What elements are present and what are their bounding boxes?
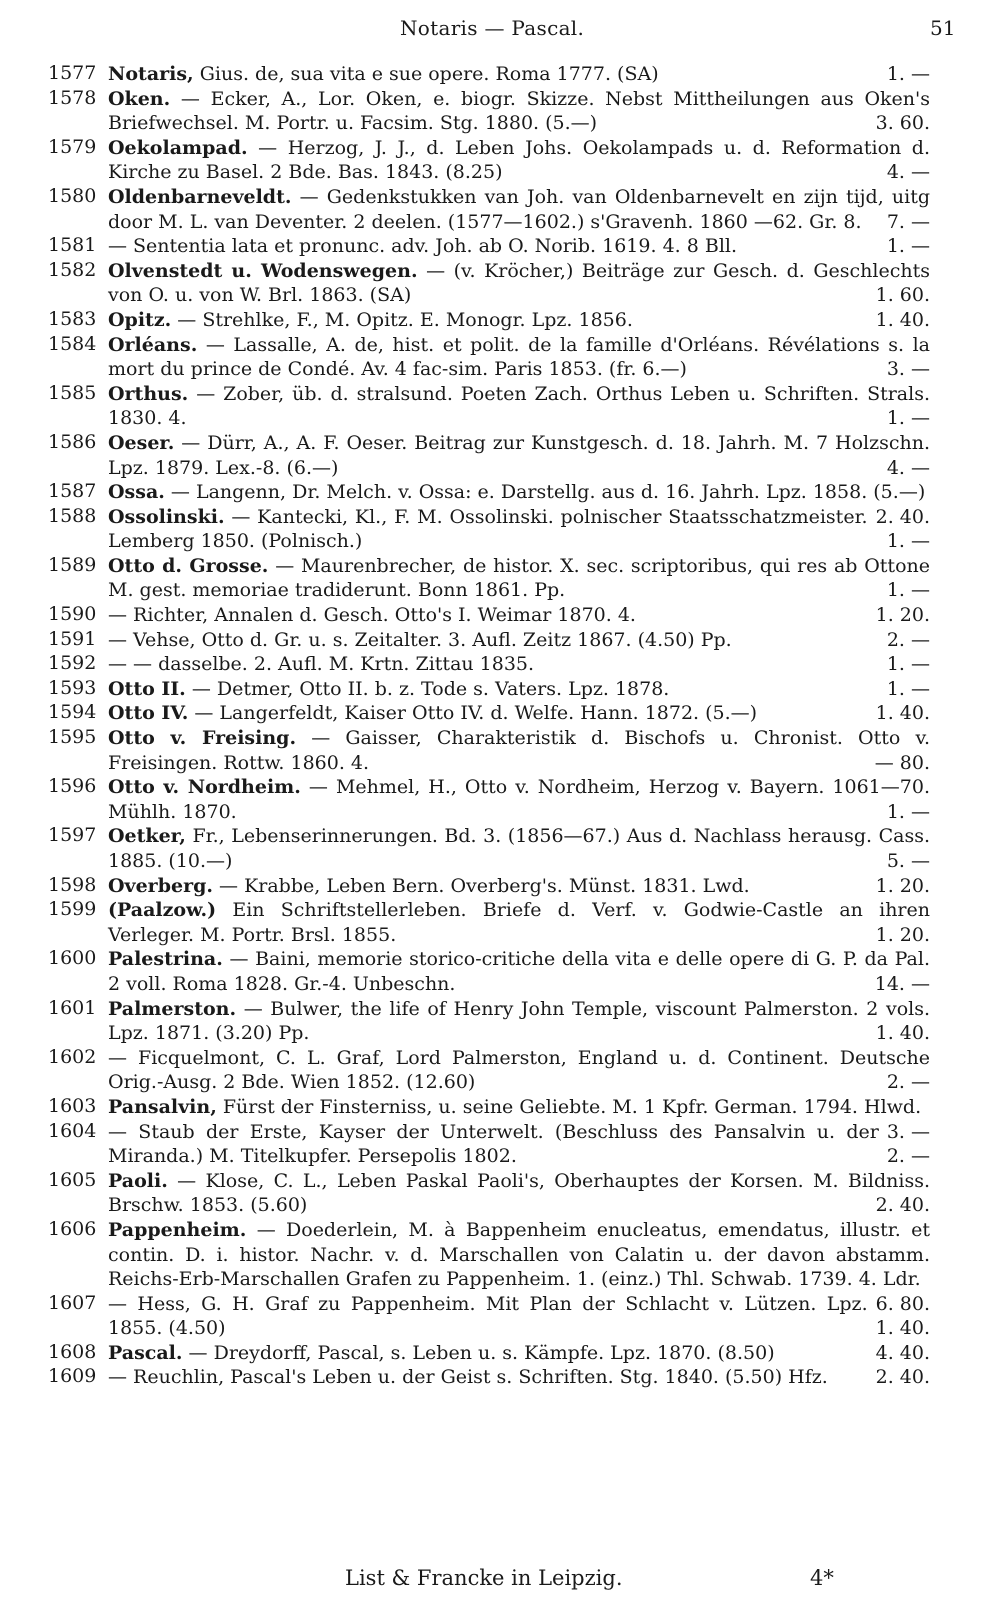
entry-price: 1. 40. bbox=[875, 702, 930, 725]
entry-description: — (v. Kröcher,) Beiträge zur Gesch. d. Geschlechts von O. u. von W. Brl. 1863. (SA) bbox=[108, 259, 930, 307]
entry-price: 1. — bbox=[886, 407, 930, 430]
entry-price: 4. — bbox=[886, 161, 930, 184]
entry-description: — Reuchlin, Pascal's Leben u. der Geist s. Schriften. Stg. 1840. (5.50) Hfz. bbox=[108, 1366, 828, 1389]
entry-description: — Gaisser, Charakteristik d. Bischofs u. Chronist. Otto v. Freisingen. Rottw. 1860. 4. bbox=[108, 727, 930, 774]
entry-description: — Langenn, Dr. Melch. v. Ossa: e. Darstellg. aus d. 16. Jahrh. Lpz. 1858. (5.—) bbox=[170, 481, 926, 504]
entry-text bbox=[108, 628, 930, 653]
entry-number: 1603 bbox=[48, 1094, 97, 1117]
entry-description: — Dreydorff, Pascal, s. Leben u. s. Kämpfe. Lpz. 1870. (8.50) bbox=[188, 1341, 775, 1364]
entry-description: — Klose, C. L., Leben Paskal Paoli's, Oberhauptes der Korsen. M. Bildniss. Brschw. 1853. (5.60) bbox=[108, 1169, 930, 1217]
entry-price: 1. 20. bbox=[875, 604, 930, 627]
entry-number: 1605 bbox=[48, 1168, 97, 1191]
signature-mark: 4* bbox=[810, 1566, 834, 1590]
entry-price: 6. 80. bbox=[875, 1292, 930, 1315]
entry-text bbox=[108, 1095, 930, 1143]
catalog-entry bbox=[0, 185, 1000, 234]
entry-number: 1587 bbox=[48, 480, 97, 503]
entry-text bbox=[108, 603, 930, 628]
entry-subject: Oeser. bbox=[108, 431, 175, 454]
entry-price: — 80. bbox=[874, 751, 930, 774]
entry-description: — Zober, üb. d. stralsund. Poeten Zach. Orthus Leben u. Schriften. Strals. 1830. 4. bbox=[108, 382, 931, 430]
entry-price: 1. — bbox=[886, 63, 930, 85]
entry-number: 1609 bbox=[48, 1365, 97, 1388]
entry-price: 2. 40. bbox=[875, 1366, 930, 1389]
catalog-entry bbox=[0, 1365, 1000, 1390]
entry-text bbox=[108, 898, 930, 947]
entry-text bbox=[108, 136, 930, 185]
entry-text bbox=[108, 431, 930, 480]
catalog-entry bbox=[0, 234, 1000, 259]
catalog-entry bbox=[0, 824, 1000, 873]
entry-description: — Richter, Annalen d. Gesch. Otto's I. Weimar 1870. 4. bbox=[108, 604, 636, 627]
catalog-entry bbox=[0, 308, 1000, 333]
entry-number: 1597 bbox=[48, 824, 97, 847]
entry-subject: (Paalzow.) bbox=[108, 899, 217, 922]
entry-description: — Hess, G. H. Graf zu Pappenheim. Mit Plan der Schlacht v. Lützen. Lpz. 1855. (4.50) bbox=[108, 1292, 868, 1340]
publisher-imprint: List & Francke in Leipzig. bbox=[345, 1566, 623, 1590]
entry-number: 1582 bbox=[48, 258, 97, 281]
entry-number: 1592 bbox=[48, 652, 97, 675]
entry-subject: Ossa. bbox=[108, 481, 165, 504]
entry-subject: Pappenheim. bbox=[108, 1218, 247, 1241]
entry-text bbox=[108, 87, 930, 136]
entry-description: — Staub der Erste, Kayser der Unterwelt. (Beschluss des Pansalvin u. der Miranda.) M. Titelkupfer. Persepolis 1802. bbox=[108, 1120, 879, 1168]
catalog-entry bbox=[0, 775, 1000, 824]
entry-number: 1594 bbox=[48, 701, 97, 724]
entry-description: — Dürr, A., A. F. Oeser. Beitrag zur Kunstgesch. d. 18. Jahrh. M. 7 Holzschn. Lpz. 1879. Lex.-8. (6.—) bbox=[108, 431, 931, 479]
entry-price: 1. 20. bbox=[875, 923, 930, 946]
catalog-entry bbox=[0, 62, 1000, 87]
entry-subject: Otto IV. bbox=[108, 702, 189, 725]
entry-price: 3. 60. bbox=[875, 112, 930, 135]
entry-subject: Pansalvin, bbox=[108, 1095, 217, 1118]
entry-price: 2. 40. bbox=[875, 505, 930, 528]
entry-text bbox=[108, 824, 930, 873]
entry-number: 1591 bbox=[48, 627, 97, 650]
entry-price: 3. — bbox=[886, 1120, 930, 1143]
entry-text bbox=[108, 505, 930, 554]
entry-subject: Palmerston. bbox=[108, 997, 237, 1020]
entry-price: 7. — bbox=[886, 210, 930, 233]
entry-number: 1599 bbox=[48, 898, 97, 921]
entry-subject: Oldenbarneveldt. bbox=[108, 185, 292, 208]
entry-number: 1580 bbox=[48, 184, 97, 207]
entry-subject: Palestrina. bbox=[108, 948, 223, 971]
entry-number: 1593 bbox=[48, 676, 97, 699]
entry-text bbox=[108, 677, 930, 702]
entry-subject: Oken. bbox=[108, 87, 171, 110]
entry-description: — Lassalle, A. de, hist. et polit. de la famille d'Orléans. Révélations s. la mort du prince de Condé. Av. 4 fac-sim. Paris 1853. (fr. 6.—) bbox=[108, 333, 930, 381]
entry-description: Gius. de, sua vita e sue opere. Roma 1777. (SA) bbox=[199, 63, 659, 85]
entry-description: — Mehmel, H., Otto v. Nordheim, Herzog v. Bayern. 1061—70. Mühlh. 1870. bbox=[108, 776, 930, 823]
entry-description: Fürst der Finsterniss, u. seine Geliebte. M. 1 Kpfr. German. 1794. Hlwd. bbox=[222, 1095, 922, 1118]
entry-text bbox=[108, 997, 930, 1046]
catalog-entry bbox=[0, 87, 1000, 136]
entry-number: 1607 bbox=[48, 1291, 97, 1314]
entry-number: 1583 bbox=[48, 307, 97, 330]
entry-subject: Pascal. bbox=[108, 1341, 183, 1364]
page-number: 51 bbox=[930, 16, 956, 40]
entry-description: — Herzog, J. J., d. Leben Johs. Oekolampads u. d. Reformation d. Kirche zu Basel. 2 Bde. Bas. 1843. (8.25) bbox=[108, 136, 930, 184]
entry-price: 1. — bbox=[886, 579, 930, 602]
entry-description: — Maurenbrecher, de histor. X. sec. scriptoribus, qui res ab Ottone M. gest. memoriae tradiderunt. Bonn 1861. Pp. bbox=[108, 554, 930, 602]
entry-price: 3. — bbox=[886, 358, 930, 381]
entry-description: — Bulwer, the life of Henry John Temple, viscount Palmerston. 2 vols. Lpz. 1871. (3.20) Pp. bbox=[108, 997, 930, 1045]
entry-number: 1584 bbox=[48, 332, 97, 355]
entry-price: 14. — bbox=[874, 972, 930, 995]
entry-text bbox=[108, 1365, 930, 1390]
entry-subject: Ossolinski. bbox=[108, 505, 225, 528]
entry-description: — Kantecki, Kl., F. M. Ossolinski. polnischer Staatsschatzmeister. Lemberg 1850. (Polnisch.) bbox=[108, 505, 868, 553]
entry-number: 1586 bbox=[48, 430, 97, 453]
entry-text bbox=[108, 726, 930, 775]
entry-number: 1601 bbox=[48, 996, 97, 1019]
catalog-entry bbox=[0, 677, 1000, 702]
entry-subject: Overberg. bbox=[108, 874, 213, 897]
catalog-entry bbox=[0, 431, 1000, 480]
entry-text bbox=[108, 185, 930, 234]
entry-number: 1590 bbox=[48, 603, 97, 626]
catalog-entry bbox=[0, 136, 1000, 185]
catalog-entry bbox=[0, 554, 1000, 603]
entry-number: 1579 bbox=[48, 135, 97, 158]
entry-price: 2. — bbox=[886, 1071, 930, 1094]
entry-number: 1585 bbox=[48, 381, 97, 404]
entry-subject: Orthus. bbox=[108, 382, 189, 405]
entry-price: 1. 40. bbox=[875, 308, 930, 331]
entry-text bbox=[108, 259, 930, 308]
entry-list bbox=[0, 62, 1000, 1390]
entry-text bbox=[108, 775, 930, 824]
catalog-entry bbox=[0, 1046, 1000, 1095]
entry-price: 1. — bbox=[886, 530, 930, 553]
entry-price: 1. 40. bbox=[875, 1317, 930, 1340]
entry-description: — — dasselbe. 2. Aufl. M. Krtn. Zittau 1835. bbox=[108, 653, 535, 676]
entry-description: — Doederlein, M. à Bappenheim enucleatus, emendatus, illustr. et contin. D. i. histor. Nachr. v. d. Marschallen von Calatin u. der davon abstamm. Reichs-Erb-Marschallen Grafen zu Pappenheim. 1. (einz.) Thl. Schwab. 1739. 4. Ldr. bbox=[108, 1218, 931, 1291]
entry-price: 1. 20. bbox=[875, 874, 930, 897]
entry-description: — Langerfeldt, Kaiser Otto IV. d. Welfe. Hann. 1872. (5.—) bbox=[194, 702, 758, 725]
entry-number: 1600 bbox=[48, 947, 97, 970]
catalog-entry bbox=[0, 1292, 1000, 1341]
entry-text bbox=[108, 1292, 930, 1341]
catalog-entry bbox=[0, 726, 1000, 775]
entry-subject: Otto d. Grosse. bbox=[108, 554, 269, 577]
running-title: Notaris — Pascal. bbox=[400, 16, 585, 40]
entry-number: 1577 bbox=[48, 62, 97, 84]
catalog-entry bbox=[0, 898, 1000, 947]
catalog-entry bbox=[0, 382, 1000, 431]
catalog-entry bbox=[0, 1120, 1000, 1169]
entry-number: 1604 bbox=[48, 1119, 97, 1142]
entry-text bbox=[108, 1046, 930, 1095]
catalog-entry bbox=[0, 259, 1000, 308]
entry-text bbox=[108, 333, 930, 382]
entry-subject: Otto v. Nordheim. bbox=[108, 776, 301, 799]
entry-description: — Detmer, Otto II. b. z. Tode s. Vaters. Lpz. 1878. bbox=[191, 677, 670, 700]
entry-text bbox=[108, 554, 930, 603]
catalog-entry bbox=[0, 997, 1000, 1046]
entry-text bbox=[108, 874, 930, 899]
entry-description: — Baini, memorie storico-critiche della vita e delle opere di G. P. da Pal. 2 voll. Roma 1828. Gr.-4. Unbeschn. bbox=[108, 948, 930, 995]
entry-price: 1. — bbox=[886, 653, 930, 676]
entry-price: 1. 60. bbox=[875, 284, 930, 307]
entry-description: Fr., Lebenserinnerungen. Bd. 3. (1856—67.) Aus d. Nachlass herausg. Cass. 1885. (10.—) bbox=[108, 825, 930, 872]
entry-subject: Otto v. Freising. bbox=[108, 727, 297, 750]
entry-description: — Gedenkstukken van Joh. van Oldenbarnevelt en zijn tijd, uitg door M. L. van Deventer. 2 deelen. (1577—1602.) s'Gravenh. 1860 —62. Gr. 8. bbox=[108, 185, 930, 233]
entry-text bbox=[108, 701, 930, 726]
entry-description: — Sententia lata et pronunc. adv. Joh. ab O. Norib. 1619. 4. 8 Bll. bbox=[108, 235, 738, 258]
entry-description: Ein Schriftstellerleben. Briefe d. Verf. v. Godwie-Castle an ihren Verleger. M. Portr. Brsl. 1855. bbox=[108, 899, 930, 946]
entry-description: — Strehlke, F., M. Opitz. E. Monogr. Lpz. 1856. bbox=[177, 308, 633, 331]
catalog-entry bbox=[0, 1341, 1000, 1366]
entry-subject: Otto II. bbox=[108, 677, 186, 700]
entry-number: 1578 bbox=[48, 86, 97, 109]
catalog-entry bbox=[0, 505, 1000, 554]
entry-price: 2. — bbox=[886, 1145, 930, 1168]
entry-subject: Orléans. bbox=[108, 333, 198, 356]
entry-price: 4. 40. bbox=[875, 1341, 930, 1364]
entry-price: 5. — bbox=[886, 850, 930, 872]
entry-text bbox=[108, 1341, 930, 1366]
entry-text bbox=[108, 308, 930, 333]
entry-text bbox=[108, 652, 930, 677]
entry-price: 2. — bbox=[886, 628, 930, 651]
entry-text bbox=[108, 1169, 930, 1218]
entry-price: 1. 40. bbox=[875, 1022, 930, 1045]
entry-number: 1589 bbox=[48, 553, 97, 576]
entry-price: 1. — bbox=[886, 235, 930, 258]
entry-number: 1608 bbox=[48, 1340, 97, 1363]
entry-description: — Vehse, Otto d. Gr. u. s. Zeitalter. 3. Aufl. Zeitz 1867. (4.50) Pp. bbox=[108, 628, 732, 651]
catalog-entry bbox=[0, 603, 1000, 628]
catalog-entry bbox=[0, 652, 1000, 677]
entry-number: 1606 bbox=[48, 1217, 97, 1240]
entry-text bbox=[108, 234, 930, 259]
entry-number: 1581 bbox=[48, 234, 97, 257]
entry-number: 1598 bbox=[48, 873, 97, 896]
entry-text bbox=[108, 1120, 930, 1169]
catalog-entry bbox=[0, 701, 1000, 726]
entry-subject: Oekolampad. bbox=[108, 136, 248, 159]
entry-description: — Krabbe, Leben Bern. Overberg's. Münst. 1831. Lwd. bbox=[219, 874, 750, 897]
entry-subject: Paoli. bbox=[108, 1169, 168, 1192]
catalog-entry bbox=[0, 333, 1000, 382]
entry-text bbox=[108, 947, 930, 996]
entry-description: — Ecker, A., Lor. Oken, e. biogr. Skizze. Nebst Mittheilungen aus Oken's Briefwechsel. M. Portr. u. Facsim. Stg. 1880. (5.—) bbox=[108, 87, 930, 135]
entry-number: 1595 bbox=[48, 726, 97, 749]
catalog-entry bbox=[0, 874, 1000, 899]
entry-price: 1. — bbox=[886, 800, 930, 823]
entry-number: 1602 bbox=[48, 1045, 97, 1068]
entry-text bbox=[108, 1218, 931, 1315]
catalog-entry bbox=[0, 1169, 1000, 1218]
entry-number: 1588 bbox=[48, 504, 97, 527]
entry-number: 1596 bbox=[48, 775, 97, 798]
entry-price: 1. — bbox=[886, 677, 930, 700]
entry-description: — Ficquelmont, C. L. Graf, Lord Palmerston, England u. d. Continent. Deutsche Orig.-Ausg. 2 Bde. Wien 1852. (12.60) bbox=[108, 1046, 930, 1094]
entry-text bbox=[108, 62, 930, 87]
page-header bbox=[0, 14, 1000, 44]
catalog-entry bbox=[0, 628, 1000, 653]
entry-subject: Oetker, bbox=[108, 825, 186, 848]
entry-price: 2. 40. bbox=[875, 1194, 930, 1217]
catalog-entry bbox=[0, 947, 1000, 996]
entry-price: 4. — bbox=[886, 456, 930, 479]
entry-subject: Notaris, bbox=[108, 63, 194, 85]
entry-text bbox=[108, 382, 930, 431]
entry-subject: Olvenstedt u. Wodenswegen. bbox=[108, 259, 418, 282]
entry-subject: Opitz. bbox=[108, 308, 172, 331]
